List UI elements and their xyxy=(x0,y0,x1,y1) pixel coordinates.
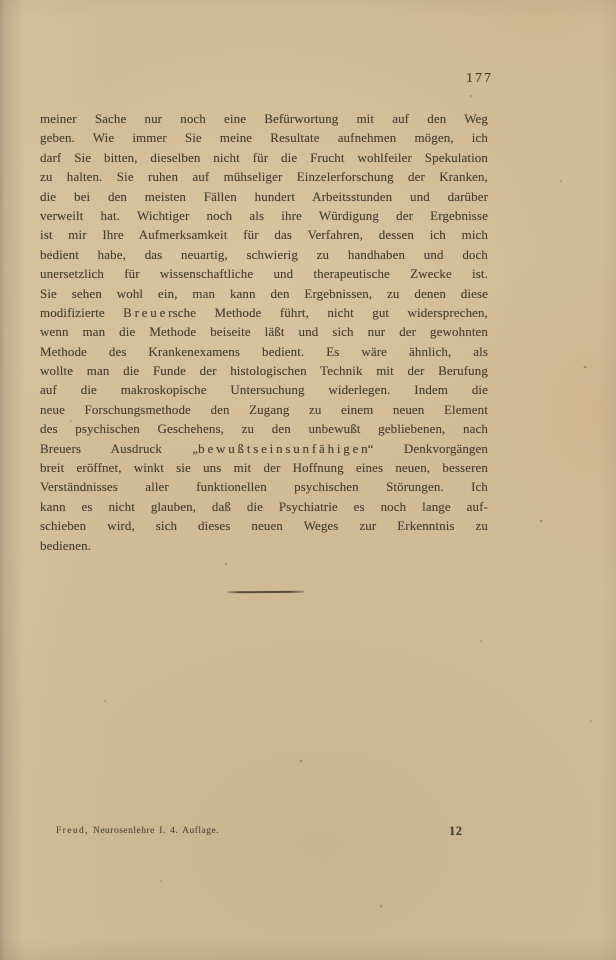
text-line: bedient habe, das neuartig, schwierig zu handhaben und doch xyxy=(40,246,488,262)
body-paragraph xyxy=(40,109,488,555)
text-line: verweilt hat. Wichtiger noch als ihre Würdigung der Ergebnisse xyxy=(40,207,488,223)
footer-author: Freud, xyxy=(56,826,89,836)
text-line: bedienen. xyxy=(40,537,92,553)
page-number: 177 xyxy=(466,71,493,86)
paper-speckles xyxy=(225,563,227,565)
text-line: Verständnisses aller funktionellen psychischen Störungen. Ich xyxy=(40,479,488,495)
footer-edition: Neurosenlehre I. 4. Auflage. xyxy=(92,826,220,836)
text-line: wollte man die Funde der histologischen Technik mit der Berufung xyxy=(40,363,488,379)
text-line: wenn man die Methode beiseite läßt und sich nur der gewohnten xyxy=(40,324,488,340)
footer-imprint xyxy=(56,826,219,836)
text-line: schieben wird, sich dieses neuen Weges zur Erkenntnis zu xyxy=(40,518,488,534)
text-line: breit eröffnet, winkt sie uns mit der Hoffnung eines neuen, besseren xyxy=(40,460,488,476)
text-line: auf die makroskopische Untersuchung widerlegen. Indem die xyxy=(40,382,488,398)
section-divider-rule xyxy=(227,591,304,594)
text-line: modifizierte B r e u e rsche Methode führt, nicht gut widersprechen, xyxy=(40,304,488,320)
text-line: meiner Sache nur noch eine Befürwortung mit auf den Weg xyxy=(40,111,488,126)
text-line: geben. Wie immer Sie meine Resultate aufnehmen mögen, ich xyxy=(40,130,488,146)
text-line: unersetzlich für wissenschaftliche und therapeutische Zwecke ist. xyxy=(40,266,488,282)
text-line: Sie sehen wohl ein, man kann den Ergebnissen, zu denen diese xyxy=(40,285,488,301)
text-line: neue Forschungsmethode den Zugang zu einem neuen Element xyxy=(40,401,488,417)
text-line: kann es nicht glauben, daß die Psychiatrie es noch lange auf- xyxy=(40,498,488,514)
text-line: darf Sie bitten, dieselben nicht für die Frucht wohlfeiler Spekulation xyxy=(40,149,488,165)
text-line: die bei den meisten Fällen hundert Arbeitsstunden und darüber xyxy=(40,188,488,204)
text-line: ist mir Ihre Aufmerksamkeit für das Verfahren, dessen ich mich xyxy=(40,227,488,243)
signature-mark: 12 xyxy=(449,824,463,838)
text-line: zu halten. Sie ruhen auf mühseliger Einzelerforschung der Kranken, xyxy=(40,169,488,185)
text-line: Methode des Krankenexamens bedient. Es wäre ähnlich, als xyxy=(40,343,488,359)
text-line: des psychischen Geschehens, zu den unbewußt gebliebenen, nach xyxy=(40,421,488,437)
text-line: Breuers Ausdruck „b e w u ß t s e i n s u n f ä h i g e n“ Denkvorgängen xyxy=(40,440,488,456)
